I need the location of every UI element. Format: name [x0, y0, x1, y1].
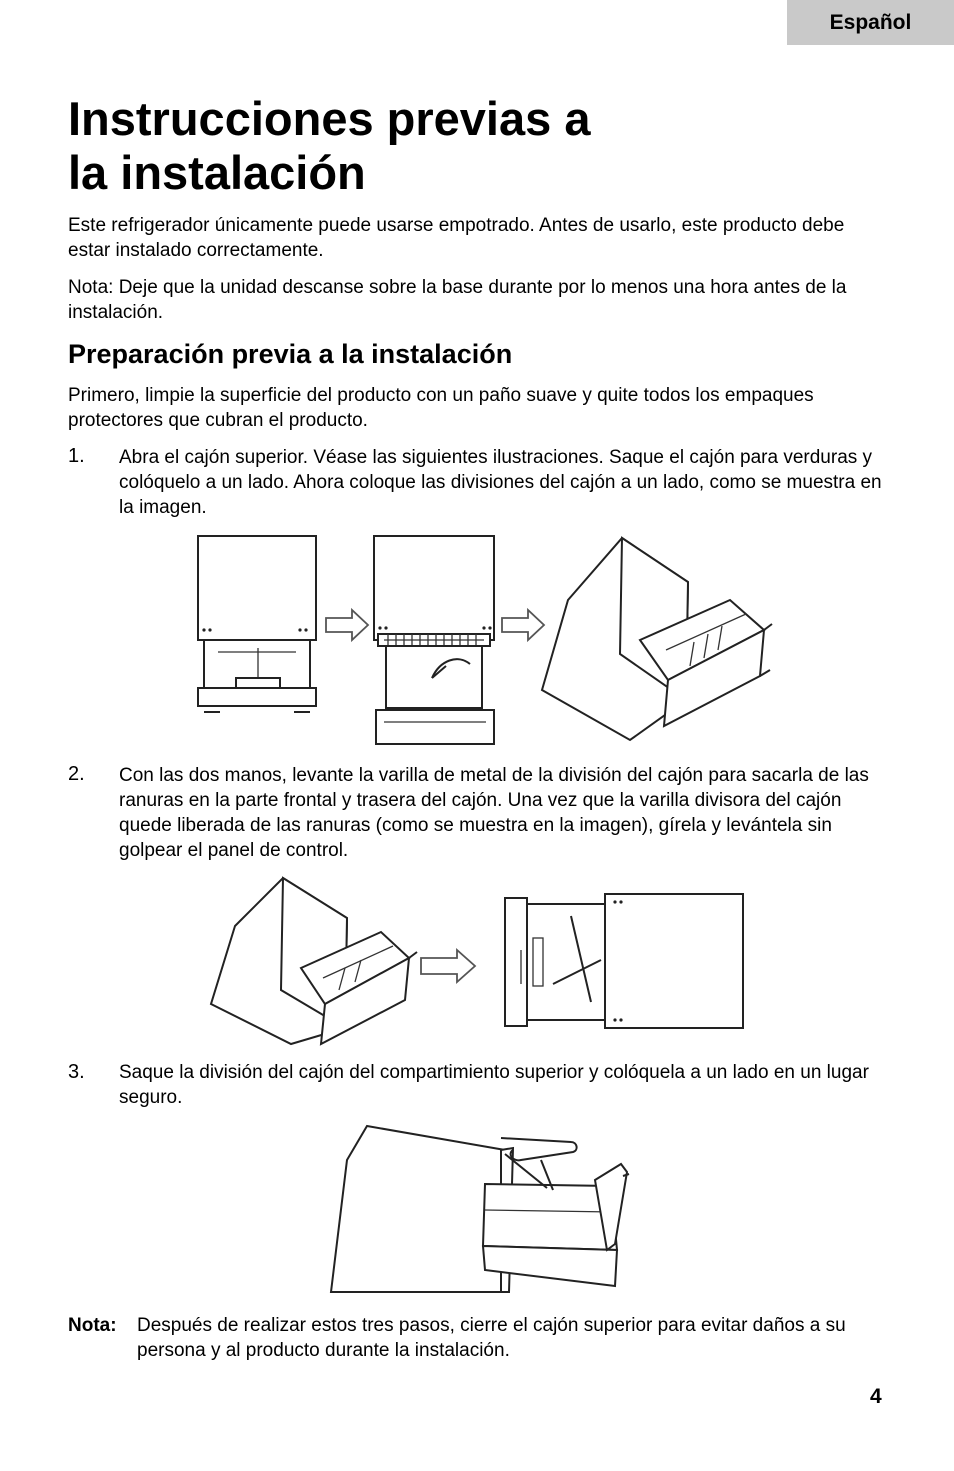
step-1-number: 1.: [68, 445, 85, 467]
step-1-text: Abra el cajón superior. Véase las siguientes ilustraciones. Saque el cajón para verduras y colóquelo a un lado. Ahora coloque las divisiones del cajón a un lado, como se muestra en la imagen.: [119, 447, 882, 518]
step-2-number: 2.: [68, 763, 85, 785]
section-lead: Primero, limpie la superficie del producto con un paño suave y quite todos los empaques protectores que cubran el producto.: [68, 385, 814, 431]
step-3-number: 3.: [68, 1061, 85, 1083]
note-text: Después de realizar estos tres pasos, cierre el cajón superior para evitar daños a su persona y al producto durante la instalación.: [137, 1315, 846, 1361]
step-1-illustration: [190, 530, 780, 750]
note-label: Nota:: [68, 1315, 117, 1336]
intro-note: Nota: Deje que la unidad descanse sobre la base durante por lo menos una hora antes de la instalación.: [68, 277, 847, 323]
page-title: [68, 92, 768, 200]
intro-paragraph: Este refrigerador únicamente puede usarse empotrado. Antes de usarlo, este producto debe estar instalado correctamente.: [68, 215, 845, 261]
page-number: 4: [870, 1385, 882, 1408]
section-heading: Preparación previa a la instalación: [68, 339, 513, 369]
title-line-2: la instalación: [68, 146, 366, 199]
step-2-illustration: [205, 872, 750, 1052]
step-3-illustration: [325, 1120, 645, 1300]
language-tab: Español: [787, 0, 954, 45]
step-2-text: Con las dos manos, levante la varilla de metal de la división del cajón para sacarla de las ranuras en la parte frontal y trasera del cajón. Una vez que la varilla divisora del cajón quede liberada de las ranuras (como se muestra en la imagen), gírela y levántela sin golpear el panel de control.: [119, 765, 869, 861]
step-3-text: Saque la división del cajón del compartimiento superior y colóquela a un lado en un lugar seguro.: [119, 1062, 869, 1108]
title-line-1: Instrucciones previas a: [68, 92, 591, 145]
